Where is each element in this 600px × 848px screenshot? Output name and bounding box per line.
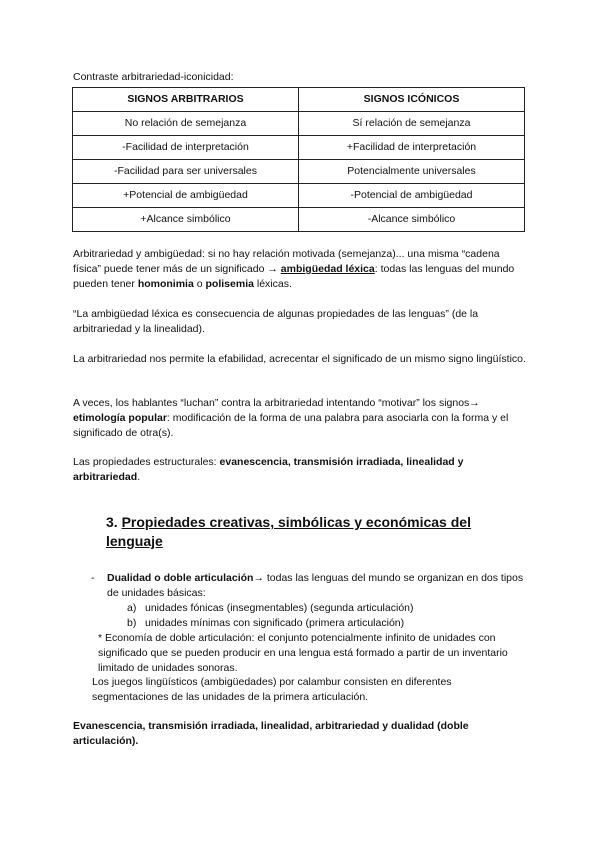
paragraph-ambiguity: Arbitrariedad y ambigüedad: si no hay relación motivada (semejanza)... una misma “cadena física” puede tener más de un significado → ambigüedad léxica: todas las lenguas del mundo pueden tener homonimia o polisemia léxicas. xyxy=(73,248,515,290)
table-header-row xyxy=(73,88,525,112)
table-row xyxy=(73,160,525,184)
list-marker: a) xyxy=(127,602,137,614)
table-cell: Sí relación de semejanza xyxy=(299,112,525,136)
table-cell: +Facilidad de interpretación xyxy=(299,136,525,160)
list-item: unidades mínimas con significado (primera articulación) xyxy=(145,617,405,629)
bullet-item-duality: Dualidad o doble articulación→ todas las lenguas del mundo se organizan en dos tipos de unidades básicas: xyxy=(107,572,524,599)
term-homonymy: homonimia xyxy=(137,278,194,290)
table-cell: -Facilidad de interpretación xyxy=(73,136,299,160)
table-cell: -Potencial de ambigüedad xyxy=(299,184,525,208)
term-polysemy: polisemia xyxy=(205,278,254,290)
table-cell: Potencialmente universales xyxy=(299,160,525,184)
term-lexical-ambiguity: ambigüedad léxica xyxy=(280,263,375,275)
table-cell: -Facilidad para ser universales xyxy=(73,160,299,184)
list-item: unidades fónicas (insegmentables) (segunda articulación) xyxy=(145,602,414,614)
list-marker: b) xyxy=(127,617,137,629)
column-header-arbitrary: SIGNOS ARBITRARIOS xyxy=(73,88,299,112)
table-cell: +Alcance simbólico xyxy=(73,208,299,232)
paragraph-quote: “La ambigüedad léxica es consecuencia de algunas propiedades de las lenguas” (de la arbitrariedad y la linealidad). xyxy=(73,308,479,335)
comparison-table xyxy=(72,87,525,232)
table-cell: No relación de semejanza xyxy=(73,112,299,136)
paragraph-puns: Los juegos lingüísticos (ambigüedades) por calambur consisten en diferentes segmentaciones de las unidades de la primera articulación. xyxy=(92,676,452,703)
table-cell: -Alcance simbólico xyxy=(299,208,525,232)
column-header-iconic: SIGNOS ICÓNICOS xyxy=(299,88,525,112)
table-row xyxy=(73,184,525,208)
bullet-dash: - xyxy=(91,572,95,584)
table-intro: Contraste arbitrariedad-iconicidad: xyxy=(73,71,234,83)
note-double-articulation: * Economía de doble articulación: el conjunto potencialmente infinito de unidades con significado que se pueden producir en una lengua está formado a partir de un inventario limitado de unidades sonoras. xyxy=(98,632,508,674)
paragraph-folk-etymology: A veces, los hablantes “luchan” contra la arbitrariedad intentando “motivar” los signos→ etimología popular: modificación de la forma de una palabra para asociarla con la forma y el significado de otra(s). xyxy=(73,397,509,439)
table-cell: +Potencial de ambigüedad xyxy=(73,184,299,208)
table-row xyxy=(73,208,525,232)
term-folk-etymology: etimología popular xyxy=(73,412,167,424)
table-row xyxy=(73,112,525,136)
section-heading: 3. Propiedades creativas, simbólicas y económicas del lenguaje xyxy=(106,514,471,549)
paragraph-structural-properties: Las propiedades estructurales: evanescencia, transmisión irradiada, linealidad y arbitrariedad. xyxy=(73,456,464,483)
paragraph-effability: La arbitrariedad nos permite la efabilidad, acrecentar el significado de un mismo signo lingüístico. xyxy=(73,353,526,365)
summary-line: Evanescencia, transmisión irradiada, linealidad, arbitrariedad y dualidad (doble articulación). xyxy=(73,720,469,747)
table-row xyxy=(73,136,525,160)
